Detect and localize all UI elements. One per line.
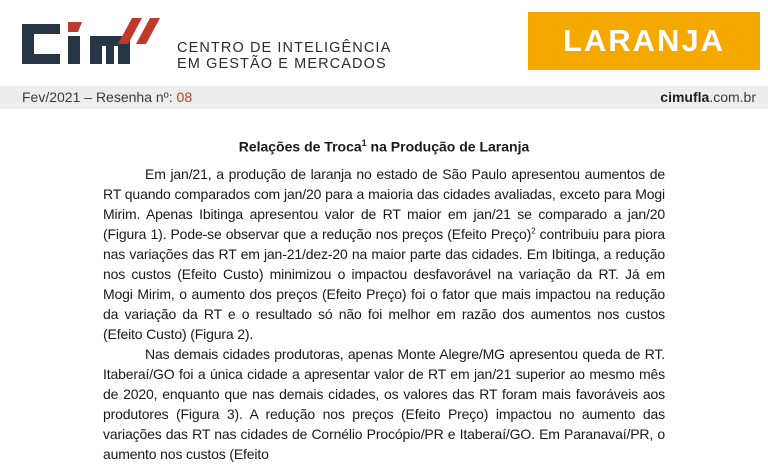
organization-name bbox=[177, 40, 437, 72]
product-badge: LARANJA bbox=[528, 12, 760, 70]
organization-line-2: EM GESTÃO E MERCADOS bbox=[177, 56, 387, 72]
paragraph-1-footnote-ref: 2 bbox=[531, 226, 536, 235]
paragraph-2: Nas demais cidades produtoras, apenas Monte Alegre/MG apresentou queda de RT. Itaberaí/GO foi a única cidade a apresentar valor de RT em jan/21 superior ao mesmo mês de 2020, enquanto que nas demais cidades, os valores das RT foram mais favoráveis aos produtores (Figura 3). A redução nos preços (Efeito Preço) impactou no aumento das variações das RT nas cidades de Cornélio Procópio/PR e Itaberaí/GO. Em Paranavaí/PR, o aumento nos custos (Efeito bbox=[103, 345, 665, 462]
title-tail: na Produção de Laranja bbox=[366, 138, 530, 155]
website-name: cimufla bbox=[660, 89, 710, 105]
edition-label: Fev/2021 – Resenha nº: bbox=[22, 89, 177, 105]
article-body bbox=[103, 134, 665, 464]
edition-bar bbox=[0, 86, 768, 109]
paragraph-1 bbox=[103, 164, 665, 344]
cim-logo-icon bbox=[20, 14, 170, 72]
organization-line-1: CENTRO DE INTELIGÊNCIA bbox=[177, 40, 392, 56]
paragraph-1-part-b: contribuiu para piora nas variações das RT em jan-21/dez-20 na maior parte das cidades. Em Ibitinga, a redução nos custos (Efeito Custo) minimizou o impactou desfavorável na variação da RT. Já em Mogi Mirim, o aumento dos preços (Efeito Preço) foi o fator que mais impactou na redução da variação da RT e o resultado só não foi melhor em razão dos aumentos nos custos (Efeito Custo) (Figura 2). bbox=[103, 225, 665, 342]
paragraph-1-part-a: Em jan/21, a produção de laranja no estado de São Paulo apresentou aumentos de RT quando comparados com jan/20 para a maioria das cidades avaliadas, exceto para Mogi Mirim. Apenas Ibitinga apresentou valor de RT maior em jan/21 se comparado a jan/20 (Figura 1). Pode-se observar que a redução nos preços (Efeito Preço) bbox=[103, 165, 665, 242]
article-title bbox=[103, 134, 665, 156]
edition-info bbox=[22, 89, 192, 105]
website-domain: .com.br bbox=[709, 89, 756, 105]
edition-number: 08 bbox=[176, 89, 193, 105]
title-footnote-ref: 1 bbox=[361, 138, 367, 148]
page-header bbox=[0, 0, 768, 86]
title-main: Relações de Troca bbox=[238, 138, 362, 155]
website-link[interactable] bbox=[660, 89, 756, 105]
